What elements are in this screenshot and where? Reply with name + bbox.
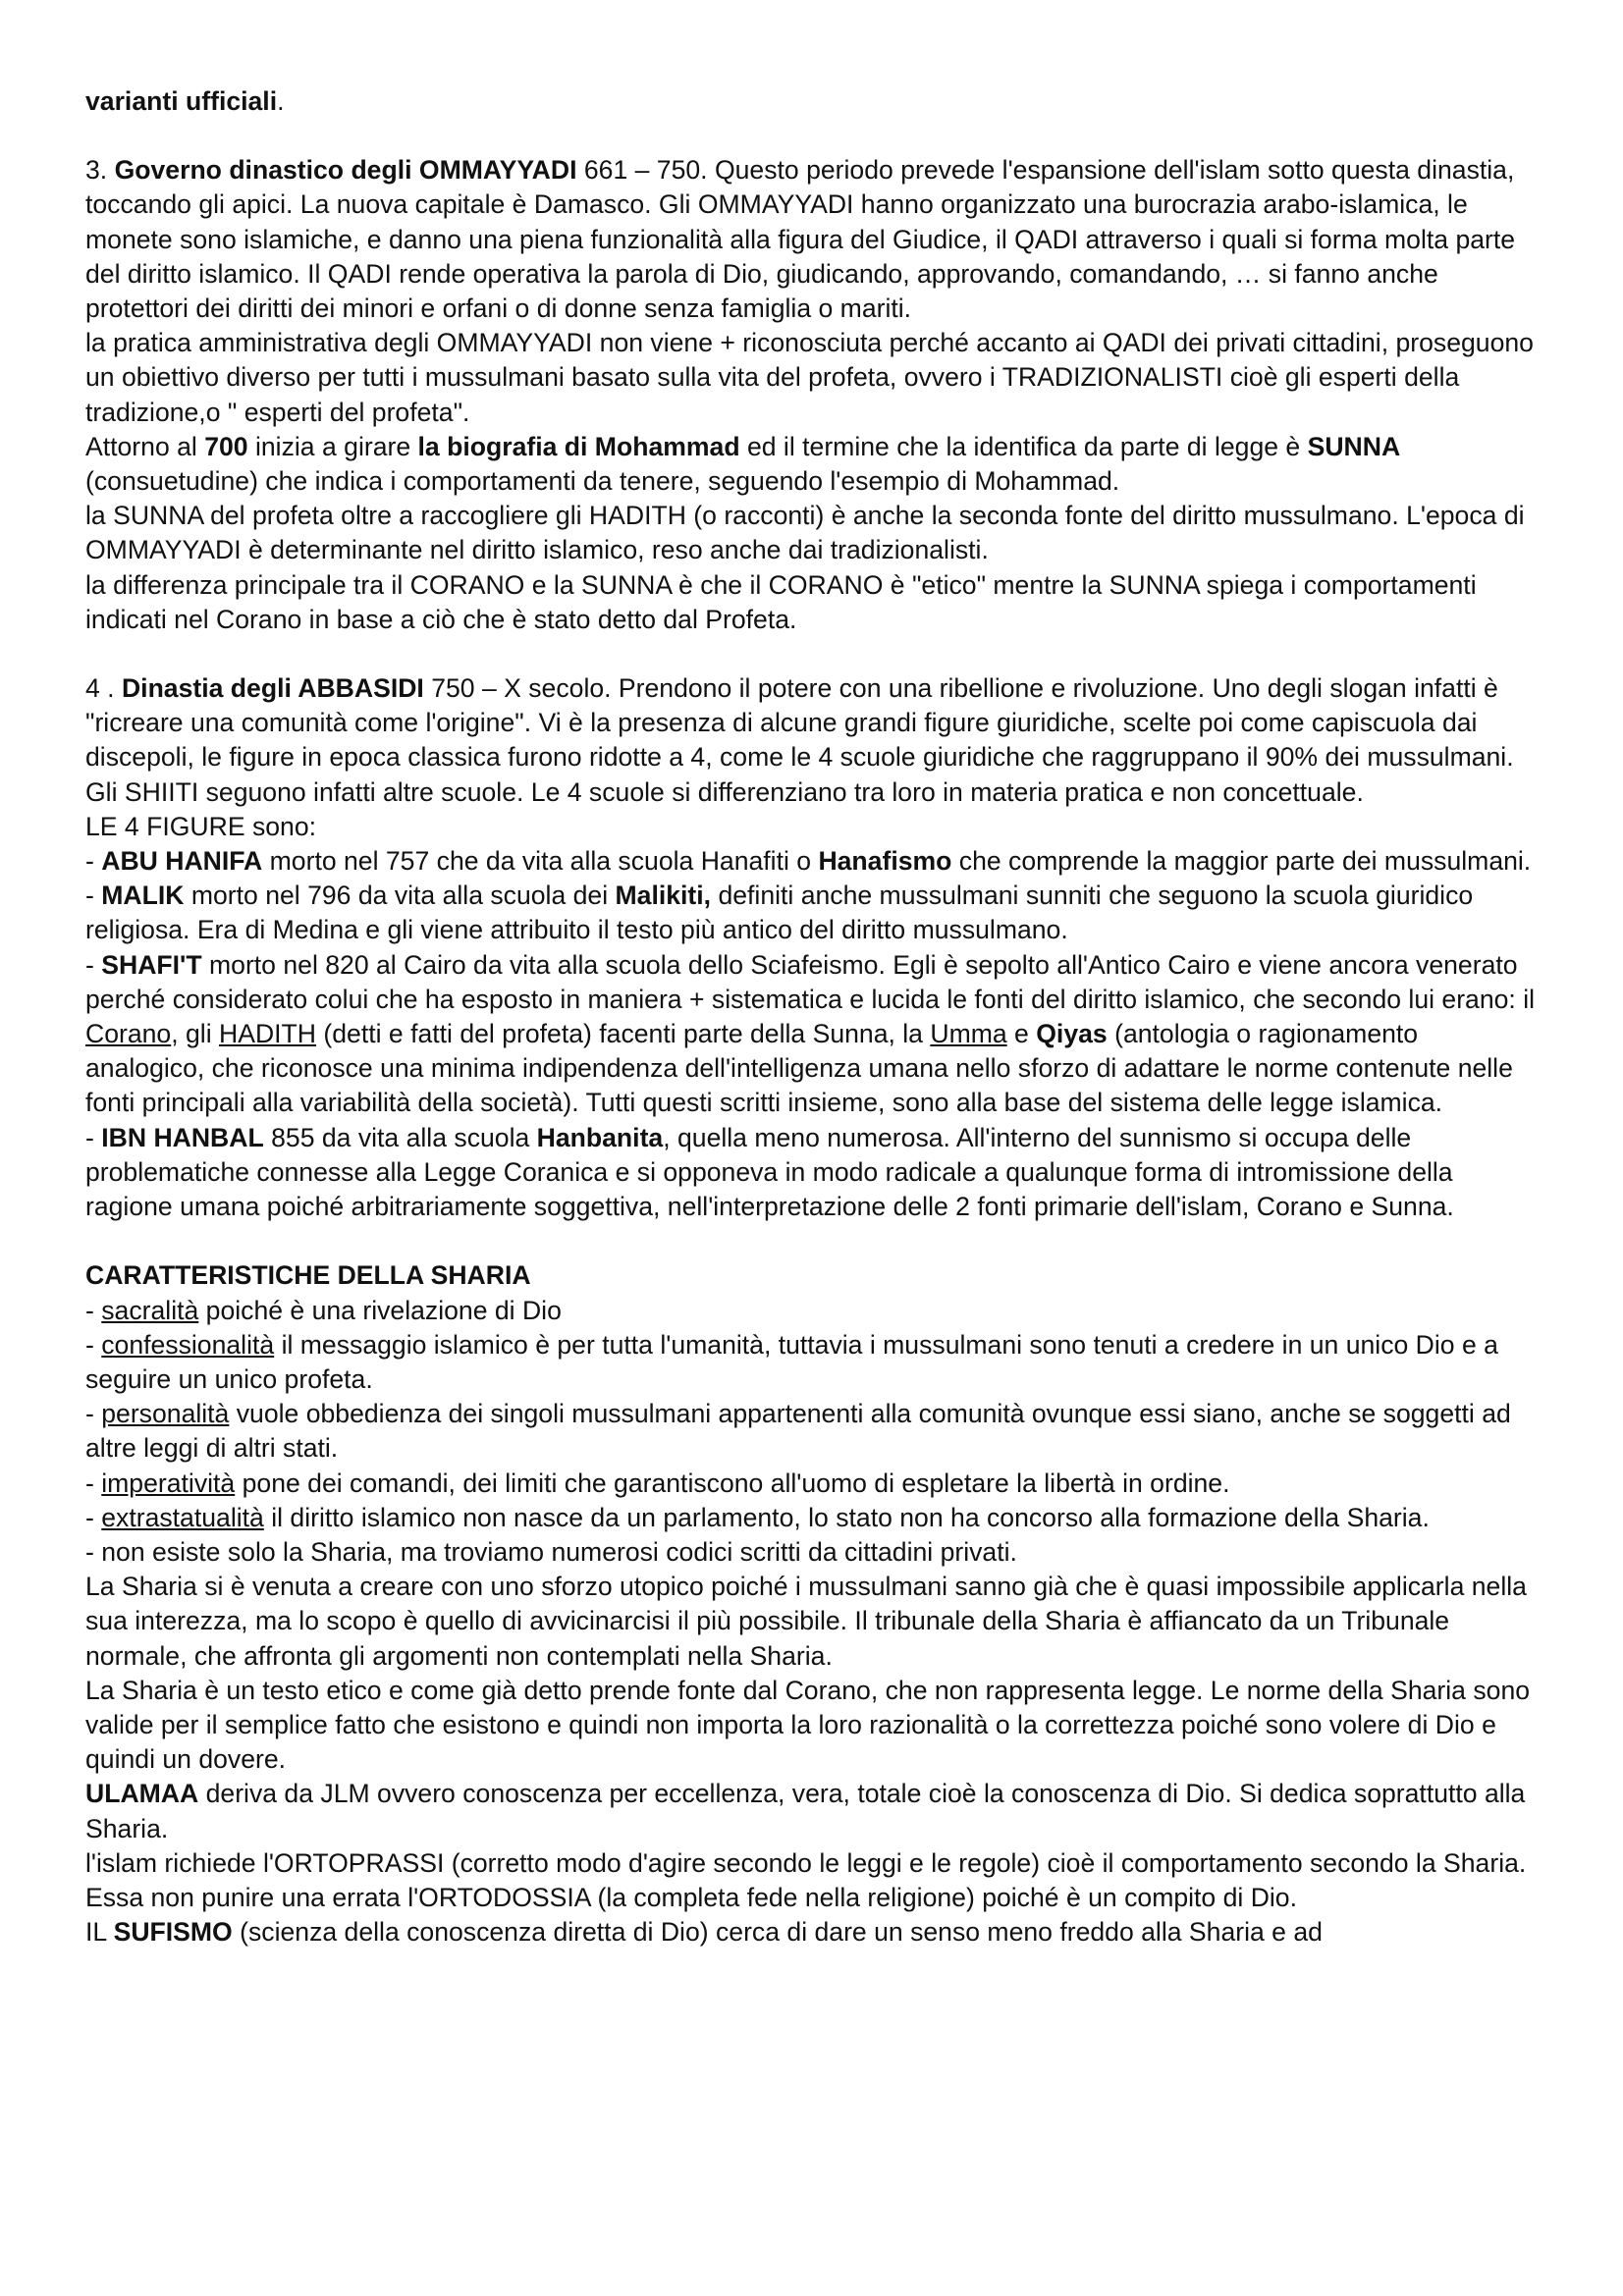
sec3-para4: la SUNNA del profeta oltre a raccogliere gli HADITH (o racconti) è anche la seconda fonte del diritto mussulmano. L'epoca di OMMAYYADI è determinante nel diritto islamico, reso anche dai tradizionalisti. bbox=[85, 501, 1525, 565]
sharia-para4: l'islam richiede l'ORTOPRASSI (corretto modo d'agire secondo le leggi e le regole) cioè il comportamento secondo la Sharia. Essa non punire una errata l'ORTODOSSIA (la completa fede nella religione) poiché è un compito di Dio. bbox=[85, 1847, 1527, 1912]
figure-abu-hanifa: - ABU HANIFA morto nel 757 che da vita alla scuola Hanafiti o Hanafismo che comprende la maggior parte dei mussulmani. bbox=[85, 846, 1532, 877]
figure-ibn-hanbal: - IBN HANBAL 855 da vita alla scuola Hanbanita, quella meno numerosa. All'interno del sunnismo si occupa delle problematiche connesse alla Legge Coranica e si opponeva in modo radicale a qualunque forma di intromissione della ragione umana poiché arbitrariamente soggettiva, nell'interpretazione delle 2 fonti primarie dell'islam, Corano e Sunna. bbox=[85, 1122, 1454, 1222]
document-page bbox=[85, 84, 1539, 1949]
sec3-para3: Attorno al 700 inizia a girare la biografia di Mohammad ed il termine che la identifica da parte di legge è SUNNA (consuetudine) che indica i comportamenti da tenere, seguendo l'esempio di Mohammad. bbox=[85, 431, 1401, 497]
sharia-para2: La Sharia è un testo etico e come già detto prende fonte dal Corano, che non rappresenta legge. Le norme della Sharia sono valide per il semplice fatto che esistono e quindi non importa la loro razionalità o la correttezza poiché sono volere di Dio e quindi un dovere. bbox=[85, 1675, 1531, 1775]
sharia-item-codici: - non esiste solo la Sharia, ma troviamo numerosi codici scritti da cittadini privati. bbox=[85, 1536, 1017, 1567]
sharia-item-confessionalita: - confessionalità il messaggio islamico è per tutta l'umanità, tuttavia i mussulmani sono tenuti a credere in un unico Dio e a seguire un unico profeta. bbox=[85, 1329, 1498, 1394]
sharia-para1: La Sharia si è venuta a creare con uno sforzo utopico poiché i mussulmani sanno già che è quasi impossibile applicarla nella sua interezza, ma lo scopo è quello di avvicinarcisi il più possibile. Il tribunale della Sharia è affiancato da un Tribunale normale, che affronta gli argomenti non contemplati nella Sharia. bbox=[85, 1572, 1527, 1671]
figure-shafit: - SHAFI'T morto nel 820 al Cairo da vita alla scuola dello Sciafeismo. Egli è sepolto all'Antico Cairo e viene ancora venerato perché considerato colui che ha esposto in maniera + sistematica e lucida le fonti del diritto islamico, che secondo lui erano: il Corano, gli HADITH (detti e fatti del profeta) facenti parte della Sunna, la Umma e Qiyas (antologia o ragionamento analogico, che riconosce una minima indipendenza dell'intelligenza umana nello sforzo di adattare le norme contenute nelle fonti principali alla variabilità della società). Tutti questi scritti insieme, sono alla base del sistema delle legge islamica. bbox=[85, 949, 1536, 1118]
sharia-para3: ULAMAA deriva da JLM ovvero conoscenza per eccellenza, vera, totale cioè la conoscenza di Dio. Si dedica soprattutto alla Sharia. bbox=[85, 1779, 1526, 1843]
sharia-item-imperativita: - imperatività pone dei comandi, dei limiti che garantiscono all'uomo di espletare la libertà in ordine. bbox=[85, 1468, 1230, 1498]
sec4-para1: 4 . Dinastia degli ABBASIDI 750 – X secolo. Prendono il potere con una ribellione e rivoluzione. Uno degli slogan infatti è "ricreare una comunità come l'origine". Vi è la presenza di alcune grandi figure giuridiche, scelte poi come capiscuola dai discepoli, le figure in epoca classica furono ridotte a 4, come le 4 scuole giuridiche che raggruppano il 90% dei mussulmani. Gli SHIITI seguono infatti altre scuole. Le 4 scuole si differenziano tra loro in materia pratica e non concettuale. bbox=[85, 673, 1514, 807]
sharia-para5: IL SUFISMO (scienza della conoscenza diretta di Dio) cerca di dare un senso meno freddo alla Sharia e ad bbox=[85, 1917, 1323, 1948]
sec3-para2: la pratica amministrativa degli OMMAYYADI non viene + riconosciuta perché accanto ai QADI dei privati cittadini, proseguono un obiettivo diverso per tutti i mussulmani basato sulla vita del profeta, ovvero i TRADIZIONALISTI cioè gli esperti della tradizione,o " esperti del profeta". bbox=[85, 328, 1534, 427]
sec4-figures-title: LE 4 FIGURE sono: bbox=[85, 811, 317, 841]
figure-malik: - MALIK morto nel 796 da vita alla scuola dei Malikiti, definiti anche mussulmani sunniti che seguono la scuola giuridico religiosa. Era di Medina e gli viene attribuito il testo più antico del diritto mussulmano. bbox=[85, 881, 1474, 945]
sec3-para5: la differenza principale tra il CORANO e la SUNNA è che il CORANO è "etico" mentre la SUNNA spiega i comportamenti indicati nel Corano in base a ciò che è stato detto dal Profeta. bbox=[85, 569, 1477, 634]
sec3-title: Governo dinastico degli OMMAYYADI bbox=[114, 155, 577, 186]
intro-line: varianti ufficiali. bbox=[85, 86, 285, 116]
sharia-item-extrastatualita: - extrastatualità il diritto islamico non nasce da un parlamento, lo stato non ha concorso alla formazione della Sharia. bbox=[85, 1502, 1430, 1532]
sec3-para1: 3. Governo dinastico degli OMMAYYADI 661 – 750. Questo periodo prevede l'espansione dell'islam sotto questa dinastia, toccando gli apici. La nuova capitale è Damasco. Gli OMMAYYADI hanno organizzato una burocrazia arabo-islamica, le monete sono islamiche, e danno una piena funzionalità alla figura del Giudice, il QADI attraverso i quali si forma molta parte del diritto islamico. Il QADI rende operativa la parola di Dio, giudicando, approvando, comandando, … si fanno anche protettori dei diritti dei minori e orfani o di donne senza famiglia o mariti. bbox=[85, 155, 1516, 324]
sharia-item-personalita: - personalità vuole obbedienza dei singoli mussulmani appartenenti alla comunità ovunque essi siano, anche se soggetti ad altre leggi di altri stati. bbox=[85, 1399, 1511, 1464]
sharia-heading: CARATTERISTICHE DELLA SHARIA bbox=[85, 1260, 531, 1291]
sec4-title: Dinastia degli ABBASIDI bbox=[121, 673, 424, 704]
sharia-item-sacralita: - sacralità poiché è una rivelazione di Dio bbox=[85, 1295, 562, 1325]
intro-bold: varianti ufficiali bbox=[85, 86, 278, 116]
